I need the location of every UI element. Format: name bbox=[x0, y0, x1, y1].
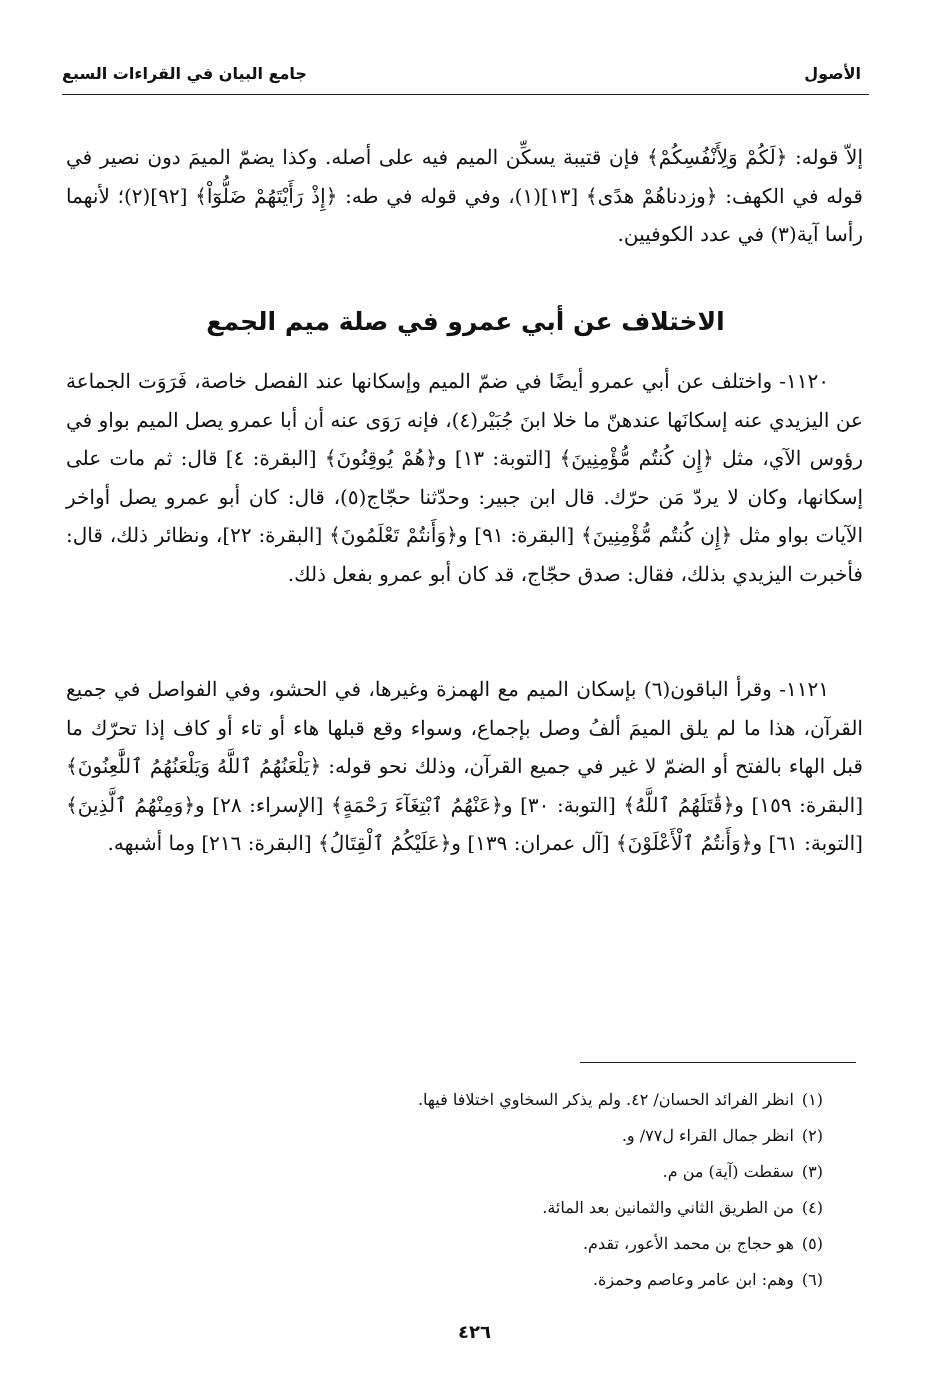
intro-paragraph: إلاّ قوله: ﴿لَكُمْ وَلِأَنْفُسِكُمْ﴾ فإن قتيبة يسكِّن الميم فيه على أصله. وكذا يضمّ الميمَ دون نصير في قوله في الكهف: ﴿وزدناهُمْ هدًى﴾ [١٣](١)، وفي قوله في طه: ﴿إِذْ رَأَيْتَهُمْ ضَلُّوٓاْ﴾ [٩٢](٢)؛ لأنهما رأسا آية(٣) في عدد الكوفيين. bbox=[66, 145, 863, 246]
footnote-item bbox=[300, 1082, 823, 1118]
footnote-text: انظر جمال القراء ل٧٧/ و. bbox=[621, 1126, 794, 1145]
section-heading: الاختلاف عن أبي عمرو في صلة ميم الجمع bbox=[206, 306, 725, 336]
footnote-text: هو حجاج بن محمد الأعور، تقدم. bbox=[582, 1234, 794, 1253]
footnotes-list bbox=[300, 1082, 823, 1298]
footnote-item bbox=[300, 1154, 823, 1190]
footnote-text: سقطت (آية) من م. bbox=[662, 1162, 794, 1181]
footnote-number: (١) bbox=[801, 1090, 823, 1109]
footnote-number: (٢) bbox=[801, 1126, 823, 1145]
footnote-number: (٥) bbox=[801, 1234, 823, 1253]
footnote-text: وهم: ابن عامر وعاصم وحمزة. bbox=[592, 1270, 794, 1289]
footnote-number: (٣) bbox=[801, 1162, 823, 1181]
footnote-text: انظر الفرائد الحسان/ ٤٢. ولم يذكر السخاوي اختلافا فيها. bbox=[417, 1090, 794, 1109]
footnote-item bbox=[300, 1190, 823, 1226]
footnote-text: من الطريق الثاني والثمانين بعد المائة. bbox=[542, 1198, 794, 1217]
footnote-item bbox=[300, 1262, 823, 1298]
section-title: الأصول bbox=[804, 64, 861, 83]
footnote-number: (٦) bbox=[801, 1270, 823, 1289]
running-header bbox=[62, 60, 861, 90]
footnote-number: (٤) bbox=[801, 1198, 823, 1217]
book-title: جامع البيان في القراءات السبع bbox=[62, 64, 307, 83]
paragraph-1120: ١١٢٠- واختلف عن أبي عمرو أيضًا في ضمّ الميم وإسكانها عند الفصل خاصة، فَرَوَت الجماعة عن اليزيدي عنه إسكانَها عندهنّ ما خلا ابنَ جُبَيْر(٤)، فإنه رَوَى عنه أن أبا عمرو يصل الميم بواو في رؤوس الآي، مثل ﴿إِن كُنتُم مُّؤْمِنِينَ﴾ [التوبة: ١٣] و﴿هُمْ يُوقِنُونَ﴾ [البقرة: ٤] قال: ثم مات على إسكانها، وكان لا يردّ مَن حرّك. قال ابن جبير: وحدّثنا حجّاج(٥)، قال: كان أبو عمرو يصل أواخر الآيات بواو مثل ﴿إِن كُنتُم مُّؤْمِنِينَ﴾ [البقرة: ٩١] و﴿وَأَنتُمْ تَعْلَمُونَ﴾ [البقرة: ٢٢]، ونظائر ذلك، قال: فأخبرت اليزيدي بذلك، فقال: صدق حجّاج، قد كان أبو عمرو بفعل ذلك. bbox=[66, 369, 864, 586]
footnote-item bbox=[300, 1118, 823, 1154]
footnote-item bbox=[300, 1226, 823, 1262]
footnote-rule bbox=[580, 1062, 856, 1063]
paragraph-1121: ١١٢١- وقرأ الباقون(٦) بإسكان الميم مع الهمزة وغيرها، في الحشو، وفي الفواصل في جميع القرآن، هذا ما لم يلق الميمَ ألفُ وصل بإجماع، وسواء وقع قبلها هاء أو تاء أو كاف إذا تحرّك ما قبل الهاء بالفتح أو الضمّ لا غير في جميع القرآن، وذلك نحو قوله: ﴿يَلْعَنُهُمُ ٱللَّهُ وَيَلْعَنُهُمُ ٱللَّٰعِنُونَ﴾ [البقرة: ١٥٩] و﴿قَٰتَلَهُمُ ٱللَّهُ﴾ [التوبة: ٣٠] و﴿عَنْهُمُ ٱبْتِغَآءَ رَحْمَةٍ﴾ [الإسراء: ٢٨] و﴿وَمِنْهُمُ ٱلَّذِينَ﴾ [التوبة: ٦١] و﴿وَأَنتُمُ ٱلْأَعْلَوْنَ﴾ [آل عمران: ١٣٩] و﴿عَلَيْكُمُ ٱلْقِتَالُ﴾ [البقرة: ٢١٦] وما أشبهه. bbox=[66, 677, 863, 855]
page-number: ٤٢٦ bbox=[458, 1322, 491, 1343]
header-rule bbox=[62, 94, 869, 95]
